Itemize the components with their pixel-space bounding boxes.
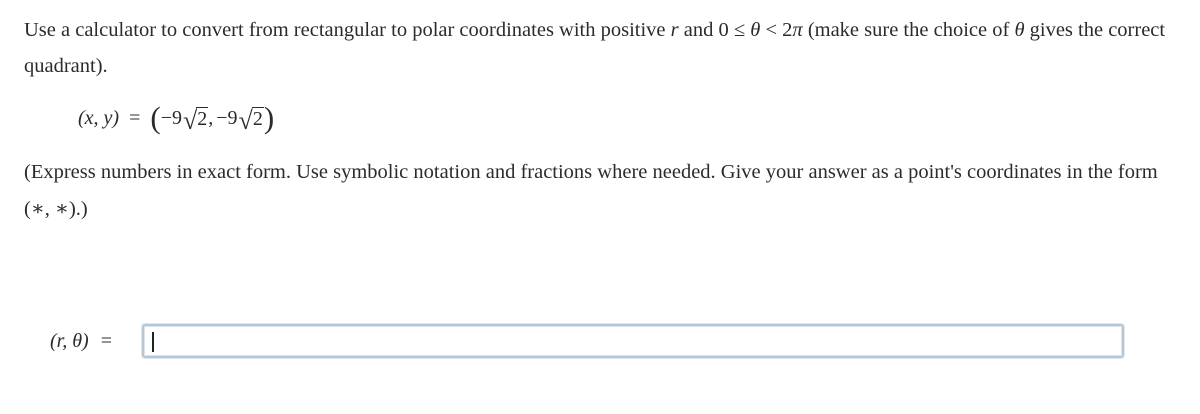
text-caret (152, 332, 154, 352)
question-text-part: < 2 (760, 19, 793, 41)
equation-lhs: (x, y) (78, 106, 120, 129)
question-text-part: gives the correct quadrant). (24, 19, 1166, 77)
coefficient-y: −9 (216, 106, 238, 129)
coefficient-x: −9 (160, 106, 182, 129)
radicand-x: 2 (197, 108, 208, 130)
given-point-equation (78, 98, 274, 138)
equation-equals: = (129, 106, 141, 129)
answer-input[interactable] (142, 324, 1124, 358)
answer-equals: = (100, 329, 112, 352)
radicand-y: 2 (252, 108, 263, 130)
question-text-part: Use a calculator to convert from rectangular to polar coordinates with positive (24, 19, 671, 41)
instructions-text: (Express numbers in exact form. Use symbolic notation and fractions where needed. Give your answer as a point's coordinates in the form (∗, ∗).) (24, 161, 1158, 220)
answer-label (50, 330, 142, 353)
variable-theta: θ (1014, 19, 1025, 41)
answer-row (50, 322, 1124, 360)
question-text-part: and 0 ≤ (678, 19, 751, 41)
variable-theta: θ (750, 19, 761, 41)
sqrt-y (238, 105, 264, 135)
variable-r: r (670, 19, 679, 41)
sqrt-x (182, 105, 208, 135)
question-text (24, 12, 1174, 84)
comma: , (208, 106, 214, 129)
variable-pi: π (792, 19, 803, 41)
close-paren: ) (263, 99, 275, 135)
radical-sign: √ (238, 106, 253, 135)
radical-sign: √ (182, 106, 198, 135)
answer-label-text: (r, θ) (50, 329, 89, 352)
open-paren: ( (150, 99, 161, 135)
question-text-part: (make sure the choice of (802, 19, 1015, 41)
